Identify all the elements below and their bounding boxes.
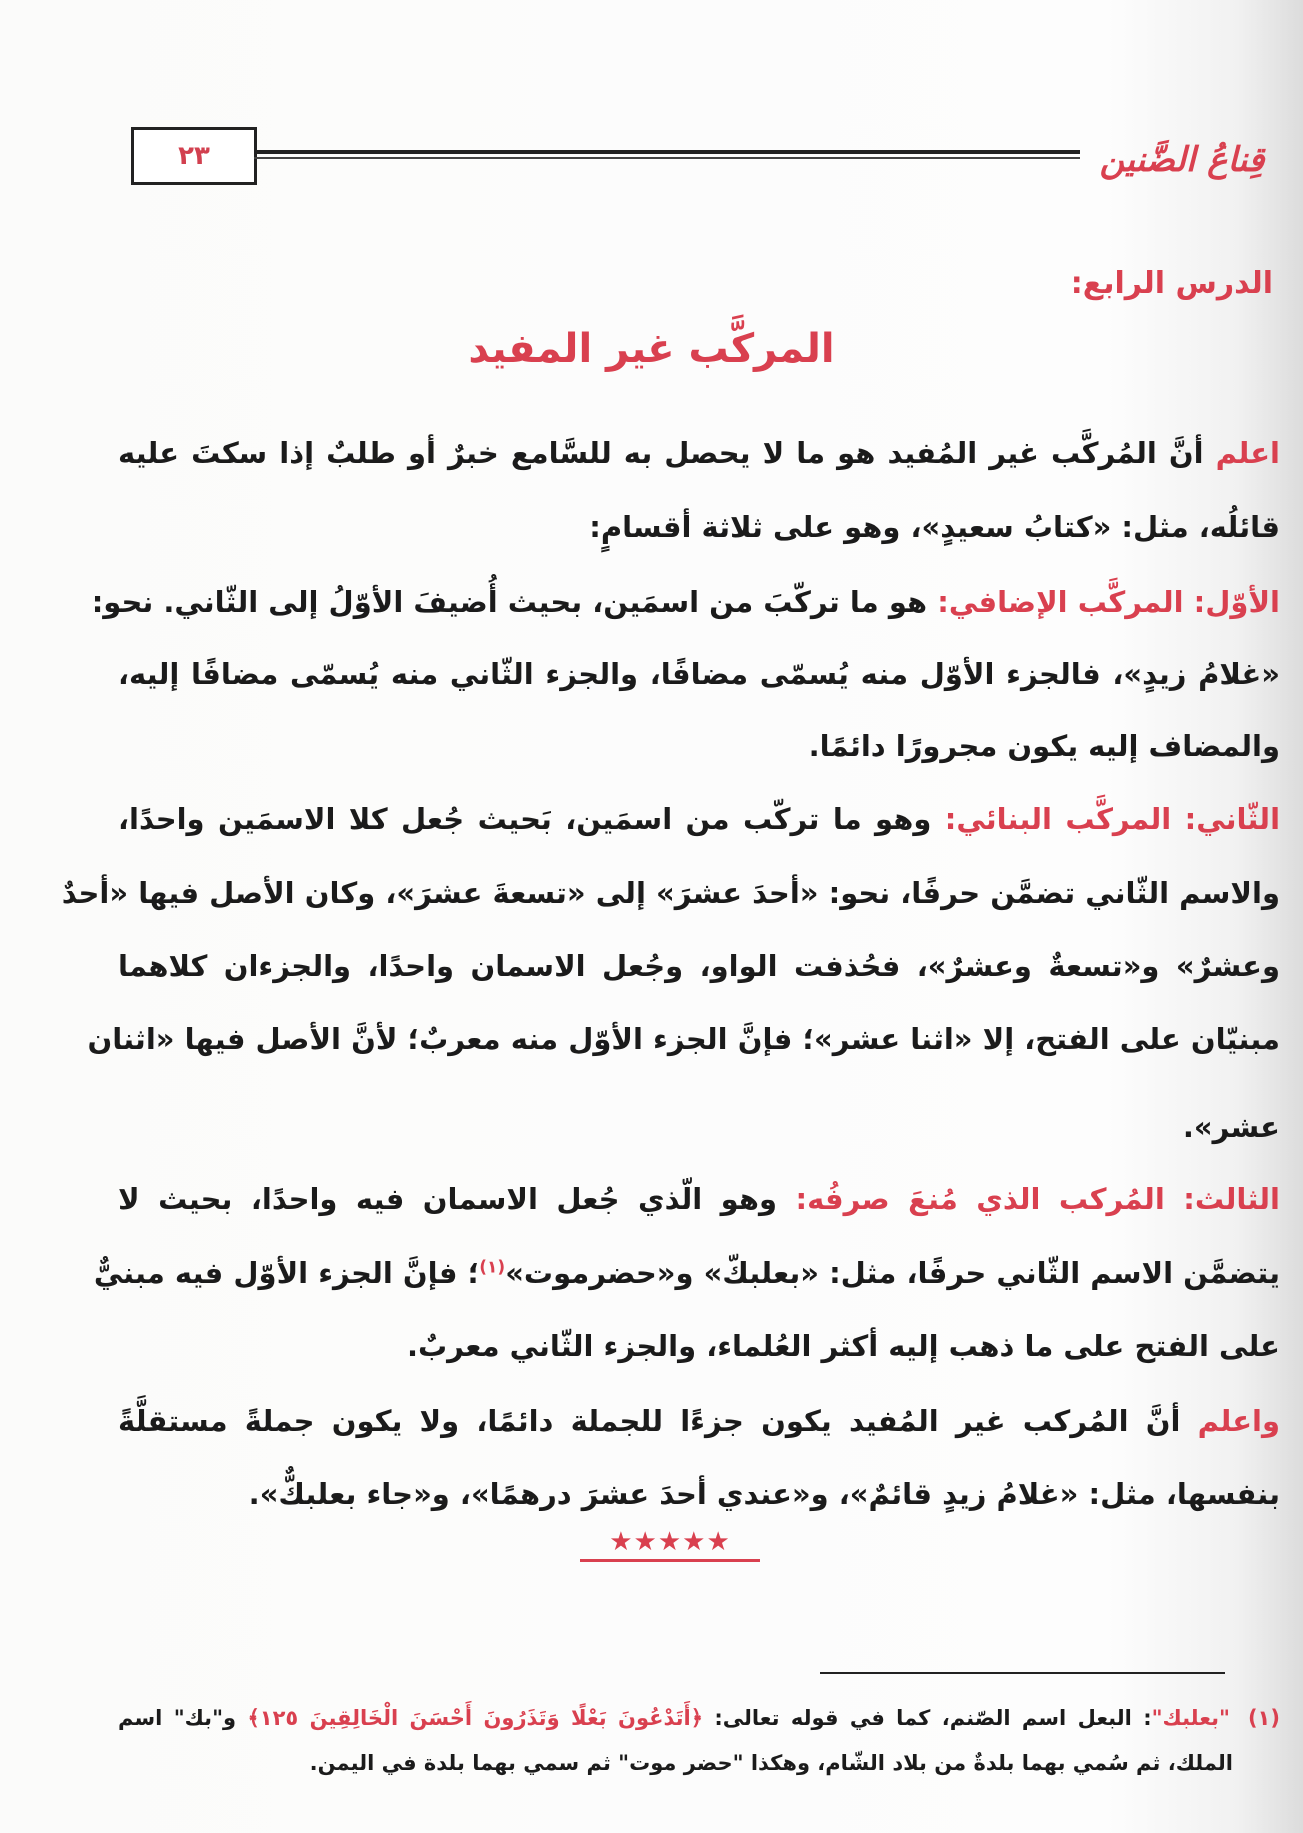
line-text: وهو ما تركّب من اسمَين، بَحيث جُعل كلا الاسمَين واحدًا، — [118, 802, 945, 836]
line-text: يتضمَّن الاسم الثّاني حرفًا، مثل: «بعلبكّ» و«حضرموت» — [505, 1256, 1280, 1290]
line-text: عشر». — [1182, 1110, 1280, 1144]
line-text: وهو الّذي جُعل الاسمان فيه واحدًا، بحيث لا — [118, 1182, 796, 1216]
body-line — [93, 1256, 1280, 1290]
body-line — [118, 657, 1280, 691]
body-line — [118, 802, 1280, 836]
body-line — [91, 585, 1280, 619]
line-text: والاسم الثّاني تضمَّن حرفًا، نحو: «أحدَ عشرَ» إلى «تسعةَ عشرَ»، وكان الأصل فيها «أحدٌ — [61, 876, 1280, 910]
line-text: أنَّ المُركب غير المُفيد يكون جزءًا للجملة دائمًا، ولا يكون جملةً مستقلَّةً — [118, 1404, 1198, 1438]
header-rule — [254, 150, 1080, 154]
body-line — [118, 949, 1280, 983]
body-line — [118, 1110, 1280, 1144]
body-line — [61, 876, 1280, 910]
body-line — [87, 1022, 1280, 1056]
lead-term: الثّاني: المركَّب البنائي: — [944, 802, 1281, 836]
line-text: على الفتح على ما ذهب إليه أكثر العُلماء، والجزء الثّاني معربٌ. — [407, 1329, 1280, 1363]
lead-term: اعلم — [1215, 436, 1280, 470]
page-heading: المركَّب غير المفيد — [468, 326, 835, 372]
line-text: وعشرٌ» و«تسعةٌ وعشرٌ»، فحُذفت الواو، وجُعل الاسمان واحدًا، والجزءان كلاهما — [118, 949, 1280, 983]
body-line — [118, 510, 1280, 544]
line-text: «غلامُ زيدٍ»، فالجزء الأوّل منه يُسمّى مضافًا، والجزء الثّاني منه يُسمّى مضافًا إليه، — [118, 657, 1280, 691]
footnote-line-1 — [118, 1706, 1280, 1730]
line-text: ؛ فإنَّ الجزء الأوّل فيه مبنيٌّ — [93, 1256, 480, 1290]
body-line — [118, 436, 1280, 470]
body-line — [118, 1329, 1280, 1363]
lead-term: الأوّل: المركَّب الإضافي: — [937, 585, 1280, 619]
section-divider-stars: ★★★★★ — [580, 1527, 760, 1562]
body-line — [118, 1404, 1280, 1438]
line-text: أنَّ المُركَّب غير المُفيد هو ما لا يحصل به للسَّامع خبرٌ أو طلبٌ إذا سكتَ عليه — [118, 436, 1216, 470]
footnote-line-2: الملك، ثم سُمي بهما بلدةٌ من بلاد الشّام، وهكذا "حضر موت" ثم سمي بهما بلدة في اليمن. — [309, 1751, 1233, 1775]
lead-term: واعلم — [1197, 1404, 1280, 1438]
page-number-box — [131, 127, 257, 185]
footnote-text: : البعل اسم الصّنم، كما في قوله تعالى: — [703, 1706, 1152, 1730]
quran-quote: ﴿أَتَدْعُونَ بَعْلًا وَتَذَرُونَ أَحْسَنَ الْخَالِقِينَ ١٢٥﴾ — [247, 1706, 704, 1730]
footnote-ref[interactable]: (١) — [479, 1257, 506, 1278]
footnote-term: "بعلبك" — [1151, 1706, 1230, 1730]
line-text: بنفسها، مثل: «غلامُ زيدٍ قائمٌ»، و«عندي أحدَ عشرَ درهمًا»، و«جاء بعلبكٌّ». — [248, 1477, 1280, 1511]
book-logo: قِناعُ الضَّنين — [1099, 140, 1265, 180]
line-text: مبنيّان على الفتح، إلا «اثنا عشر»؛ فإنَّ الجزء الأوّل منه معربٌ؛ لأنَّ الأصل فيها «اثنان — [87, 1022, 1280, 1056]
header-rule-secondary — [254, 157, 1080, 159]
footnote-number: (١) — [1247, 1706, 1280, 1730]
footnote-text: و"بك" اسم — [118, 1706, 248, 1730]
line-text: والمضاف إليه يكون مجرورًا دائمًا. — [808, 729, 1280, 763]
page-number: ٢٣ — [178, 141, 210, 171]
lead-term: الثالث: المُركب الذي مُنعَ صرفُه: — [795, 1182, 1280, 1216]
body-line — [118, 729, 1280, 763]
line-text: قائلُه، مثل: «كتابُ سعيدٍ»، وهو على ثلاثة أقسامٍ: — [589, 510, 1280, 544]
line-text: هو ما تركّبَ من اسمَين، بحيث أُضيفَ الأوّلُ إلى الثّاني. نحو: — [91, 585, 938, 619]
body-line — [118, 1477, 1280, 1511]
body-line — [118, 1182, 1280, 1216]
footnote-rule — [820, 1672, 1225, 1674]
lesson-label: الدرس الرابع: — [1070, 266, 1273, 301]
